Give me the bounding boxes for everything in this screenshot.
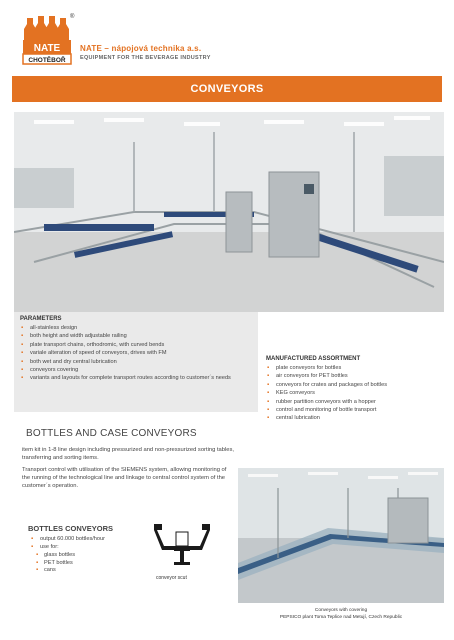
manufactured-list	[266, 364, 446, 423]
cut-label: conveyor scut	[156, 575, 187, 581]
company-subtitle: EQUIPMENT FOR THE BEVERAGE INDUSTRY	[80, 55, 211, 61]
sub-list-item: ▪ PET bottles	[36, 560, 150, 568]
logo-text-bottom: CHOTĚBOŘ	[28, 57, 66, 64]
list-item: ▪ all-stainless design	[20, 324, 252, 332]
list-item: ▪ central lubrication	[266, 414, 446, 422]
company-name: NATE – nápojová technika a.s.	[80, 44, 202, 53]
manufactured-title: MANUFACTURED ASSORTMENT	[266, 356, 361, 362]
list-item: ▪ air conveyors for PET bottles	[266, 372, 446, 380]
section-title: BOTTLES AND CASE CONVEYORS	[26, 428, 197, 439]
title-banner	[12, 76, 442, 102]
conveyor-cross-section-drawing	[152, 520, 212, 566]
manufactured-assortment	[266, 356, 446, 423]
list-item: ▪ control and monitoring of bottle transport	[266, 406, 446, 414]
bottles-conveyors-list	[30, 535, 150, 575]
brand-header	[80, 44, 211, 61]
list-item: ▪ both height and width adjustable railing	[20, 332, 252, 340]
hero-photo-conveyor-hall	[14, 112, 444, 312]
list-item: ▪ both wet and dry central lubrication	[20, 358, 252, 366]
list-item: ▪ plate transport chains, orthodromic, with curved bends	[20, 341, 252, 349]
registered-mark: ®	[70, 14, 75, 20]
sub-list-item: ▪ cans	[36, 567, 150, 575]
photo-caption-line-1: Conveyors with covering	[314, 608, 368, 613]
section-paragraph-2: Transport control with utilisation of the SIEMENS system, allowing monitoring of the running of the technological line and linkage to central control system of the customer´s operation.	[22, 467, 227, 489]
page-title: CONVEYORS	[190, 83, 264, 95]
list-item: ▪ conveyors for crates and packages of bottles	[266, 381, 446, 389]
conveyors-with-covering-photo	[238, 468, 444, 603]
list-item: ▪ use for:	[30, 543, 150, 551]
parameters-title: PARAMETERS	[20, 316, 62, 322]
nate-logo	[22, 14, 75, 66]
bottles-conveyors-title: BOTTLES CONVEYORS	[28, 524, 114, 533]
list-item: ▪ KEG conveyors	[266, 389, 446, 397]
logo-text-top: NATE	[33, 43, 61, 54]
list-item: ▪ rubber partition conveyors with a hopper	[266, 398, 446, 406]
list-item: ▪ variants and layouts for complete transport routes according to customer´s needs	[20, 374, 252, 382]
parameters-list	[20, 324, 252, 383]
section-paragraph-1: item kit in 1-8 line design including pressurized and non-pressurized sorting tables, transferring and sorting items.	[22, 447, 235, 461]
sub-list-item: ▪ glass bottles	[36, 552, 150, 560]
list-item: ▪ plate conveyors for bottles	[266, 364, 446, 372]
photo-caption-line-2: PEPSICO plant Toma Teplice nad Metují, Czech Republic	[279, 615, 403, 620]
list-item: ▪ conveyors covering	[20, 366, 252, 374]
list-item: ▪ variale alteration of speed of conveyors, drives with FM	[20, 349, 252, 357]
list-item: ▪ output 60.000 bottles/hour	[30, 535, 150, 543]
parameters-box	[14, 312, 258, 412]
